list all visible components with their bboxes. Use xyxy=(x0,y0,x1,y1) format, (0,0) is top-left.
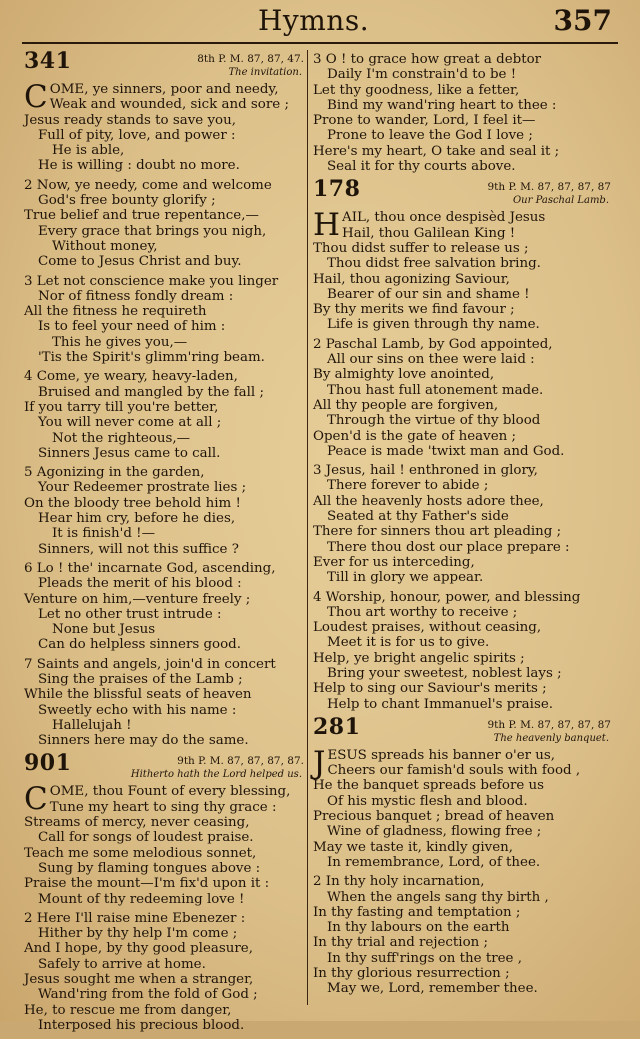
hymn-verse xyxy=(313,744,613,870)
verse-line: Daily I'm constrain'd to be ! xyxy=(327,67,517,83)
verse-line: 4 Come, ye weary, heavy-laden, xyxy=(24,369,238,385)
verse-line: OME, thou Fount of every blessing, xyxy=(49,784,291,800)
verse-line: He the banquet spreads before us xyxy=(313,778,545,794)
verse-line: On the bloody tree behold him ! xyxy=(24,495,241,511)
verse-line: Meet it is for us to give. xyxy=(327,635,490,651)
verse-line: Praise the mount—I'm fix'd upon it : xyxy=(24,876,270,892)
verse-line: Of his mystic flesh and blood. xyxy=(327,793,528,809)
verse-line: Full of pity, love, and power : xyxy=(38,127,236,143)
hymn-meter: 9th P. M. 87, 87, 87, 87 xyxy=(487,718,611,731)
verse-line: May we taste it, kindly given, xyxy=(313,839,514,855)
verse-line: Sweetly echo with his name : xyxy=(38,702,237,718)
verse-line: In thy glorious resurrection ; xyxy=(313,966,510,982)
verse-line: Thou hast full atonement made. xyxy=(327,382,544,398)
verse-line: All the heavenly hosts adore thee, xyxy=(313,493,544,509)
hymn-verse xyxy=(313,874,613,996)
verse-line: Wine of gladness, flowing free ; xyxy=(327,824,542,840)
verse-line: Tune my heart to sing thy grace : xyxy=(49,799,277,815)
verse-line: In thy labours on the earth xyxy=(327,920,510,936)
verse-line: Is to feel your need of him : xyxy=(38,319,226,335)
verse-line: Precious banquet ; bread of heaven xyxy=(313,809,555,825)
verse-line: He is able, xyxy=(52,143,125,159)
hymn-tune-title: Our Paschal Lamb. xyxy=(512,195,609,207)
verse-line: 2 Now, ye needy, come and welcome xyxy=(24,177,272,193)
verse-line: Thou art worthy to receive ; xyxy=(327,604,518,620)
hymn-number: 178 xyxy=(313,176,361,203)
verse-line: Come to Jesus Christ and buy. xyxy=(38,254,242,270)
verse-line: Interposed his precious blood. xyxy=(38,1017,245,1033)
hymn-verse xyxy=(24,911,306,1033)
verse-line: Help to chant Immanuel's praise. xyxy=(327,696,554,712)
hymn-281 xyxy=(313,713,613,997)
verse-line: Teach me some melodious sonnet, xyxy=(24,845,257,861)
verse-line: Through the virtue of thy blood xyxy=(327,413,541,429)
verse-line: God's free bounty glorify ; xyxy=(38,193,216,209)
verse-line: In thy trial and rejection ; xyxy=(313,935,489,951)
drop-cap-letter: H xyxy=(313,207,341,244)
verse-line: Venture on him,—venture freely ; xyxy=(24,591,251,607)
verse-line: 5 Agonizing in the garden, xyxy=(24,465,205,481)
verse-line: Prone to wander, Lord, I feel it— xyxy=(313,113,536,129)
verse-line: There for sinners thou art pleading ; xyxy=(313,524,562,540)
hymn-heading xyxy=(24,48,306,82)
verse-line: Here's my heart, O take and seal it ; xyxy=(313,143,560,159)
verse-line: 3 Jesus, hail ! enthroned in glory, xyxy=(313,463,538,479)
verse-line: Sung by flaming tongues above : xyxy=(38,860,261,876)
verse-line: Bring your sweetest, noblest lays ; xyxy=(327,665,562,681)
verse-line: Thou didst suffer to release us ; xyxy=(313,240,529,256)
verse-line: True belief and true repentance,— xyxy=(24,208,259,224)
right-column xyxy=(313,52,613,1003)
verse-line: 2 Paschal Lamb, by God appointed, xyxy=(313,336,553,352)
verse-line: 2 In thy holy incarnation, xyxy=(313,874,485,890)
hymn-number: 281 xyxy=(313,713,361,740)
verse-line: Mount of thy redeeming love ! xyxy=(38,891,245,907)
verse-line: May we, Lord, remember thee. xyxy=(327,981,538,997)
hymn-number: 901 xyxy=(24,750,72,777)
verse-line: Ever for us interceding, xyxy=(313,554,475,570)
verse-line: ESUS spreads his banner o'er us, xyxy=(327,747,556,763)
hymn-verse xyxy=(24,369,306,461)
verse-line: Pleads the merit of his blood : xyxy=(38,576,242,592)
verse-line: Bruised and mangled by the fall ; xyxy=(38,384,264,400)
hymn-verse xyxy=(24,274,306,366)
hymn-verse xyxy=(24,561,306,653)
verse-line: And I hope, by thy good pleasure, xyxy=(24,941,253,957)
verse-line: 4 Worship, honour, power, and blessing xyxy=(313,589,581,605)
column-divider xyxy=(307,50,308,1005)
verse-line: Without money, xyxy=(52,238,158,254)
verse-line: Safely to arrive at home. xyxy=(38,956,206,972)
verse-line: By thy merits we find favour ; xyxy=(313,302,515,318)
verse-line: Bind my wand'ring heart to thee : xyxy=(327,97,557,113)
verse-line: Let no other trust intrude : xyxy=(38,606,222,622)
verse-line: Jesus ready stands to save you, xyxy=(24,112,236,128)
hymn-meter: 9th P. M. 87, 87, 87, 87 xyxy=(487,181,611,194)
verse-line: By almighty love anointed, xyxy=(313,367,495,383)
verse-line: Let thy goodness, like a fetter, xyxy=(313,82,520,98)
verse-line: You will never come at all ; xyxy=(38,415,222,431)
hymn-341 xyxy=(24,48,306,749)
verse-line: Seal it for thy courts above. xyxy=(327,159,516,175)
verse-line: Loudest praises, without ceasing, xyxy=(313,620,542,636)
verse-line: Sing the praises of the Lamb ; xyxy=(38,671,243,687)
verse-line: Nor of fitness fondly dream : xyxy=(38,288,234,304)
verse-line: Hear him cry, before he dies, xyxy=(38,511,236,527)
verse-line: Prone to leave the God I love ; xyxy=(327,128,533,144)
verse-line: Life is given through thy name. xyxy=(327,317,540,333)
hymn-verse xyxy=(313,590,613,712)
verse-line: Sinners Jesus came to call. xyxy=(38,445,221,461)
verse-line: In remembrance, Lord, of thee. xyxy=(327,854,541,870)
verse-line: Streams of mercy, never ceasing, xyxy=(24,815,250,831)
verse-line: Jesus sought me when a stranger, xyxy=(24,972,254,988)
verse-line: Help, ye bright angelic spirits ; xyxy=(313,650,525,666)
verse-line: 3 O ! to grace how great a debtor xyxy=(313,52,542,67)
verse-line: 2 Here I'll raise mine Ebenezer : xyxy=(24,910,246,926)
verse-line: Hither by thy help I'm come ; xyxy=(38,926,238,942)
verse-line: Seated at thy Father's side xyxy=(327,509,509,525)
verse-line: All our sins on thee were laid : xyxy=(327,352,535,368)
hymn-verse xyxy=(313,207,613,333)
left-column xyxy=(24,48,306,1039)
verse-line: Sinners here may do the same. xyxy=(38,733,249,749)
verse-line: OME, ye sinners, poor and needy, xyxy=(49,82,279,97)
verse-line: Weak and wounded, sick and sore ; xyxy=(49,97,289,113)
page-title: Hymns. xyxy=(258,4,370,37)
hymn-heading xyxy=(313,176,613,210)
hymn-178 xyxy=(313,176,613,712)
hymn-verse xyxy=(24,178,306,270)
verse-line: He, to rescue me from danger, xyxy=(24,1002,232,1018)
verse-line: Hail, thou agonizing Saviour, xyxy=(313,271,510,287)
hymn-901 xyxy=(24,750,306,1033)
verse-line: Your Redeemer prostrate lies ; xyxy=(38,480,247,496)
verse-line: Till in glory we appear. xyxy=(327,570,484,586)
hymn-tune-title: The heavenly banquet. xyxy=(493,732,609,744)
verse-line: He is willing : doubt no more. xyxy=(38,158,240,174)
verse-line: Open'd is the gate of heaven ; xyxy=(313,428,517,444)
drop-cap-letter: C xyxy=(24,781,48,818)
verse-line: 'Tis the Spirit's glimm'ring beam. xyxy=(38,350,265,366)
verse-line: AIL, thou once despisèd Jesus xyxy=(342,210,546,226)
page-header xyxy=(0,0,640,48)
verse-line: While the blissful seats of heaven xyxy=(24,687,252,703)
hymn-verse xyxy=(24,781,306,907)
verse-line: If you tarry till you're better, xyxy=(24,399,219,415)
hymn-heading xyxy=(24,750,306,784)
header-rule xyxy=(22,42,618,44)
verse-line: None but Jesus xyxy=(52,622,156,638)
verse-line: Help to sing our Saviour's merits ; xyxy=(313,681,547,697)
verse-line: Can do helpless sinners good. xyxy=(38,637,241,653)
verse-line: 7 Saints and angels, join'd in concert xyxy=(24,656,276,672)
hymn-meter: 8th P. M. 87, 87, 47. xyxy=(197,53,304,65)
hymn-verse xyxy=(313,463,613,585)
hymn-verse xyxy=(24,465,306,557)
hymn-verse xyxy=(313,337,613,459)
verse-line: Hail, thou Galilean King ! xyxy=(342,225,516,241)
verse-line: In thy suff'rings on the tree , xyxy=(327,950,522,966)
hymn-meter: 9th P. M. 87, 87, 87, 87. xyxy=(177,755,304,768)
verse-line: Cheers our famish'd souls with food , xyxy=(327,763,581,779)
verse-line: There thou dost our place prepare : xyxy=(327,539,570,555)
verse-line: In thy fasting and temptation ; xyxy=(313,904,521,920)
page-number: 357 xyxy=(553,4,612,37)
hymn-verse xyxy=(313,52,613,174)
verse-line: Bearer of our sin and shame ! xyxy=(327,286,530,302)
drop-cap-letter: J xyxy=(313,744,326,781)
verse-line: Wand'ring from the fold of God ; xyxy=(38,987,258,1003)
verse-line: This he gives you,— xyxy=(52,334,188,350)
verse-line: There forever to abide ; xyxy=(327,478,489,494)
hymn-number: 341 xyxy=(24,48,72,74)
verse-line: Peace is made 'twixt man and God. xyxy=(327,443,565,459)
verse-line: Call for songs of loudest praise. xyxy=(38,830,254,846)
hymn-verse xyxy=(24,79,306,174)
verse-line: When the angels sang thy birth , xyxy=(327,889,549,905)
drop-cap-letter: C xyxy=(24,79,48,115)
verse-line: Every grace that brings you nigh, xyxy=(38,223,267,239)
verse-line: Hallelujah ! xyxy=(52,717,132,733)
hymn-tune-title: Hitherto hath the Lord helped us. xyxy=(130,769,302,781)
verse-line: It is finish'd !— xyxy=(52,526,155,542)
verse-line: Thou didst free salvation bring. xyxy=(327,256,541,272)
verse-line: Sinners, will not this suffice ? xyxy=(38,541,239,557)
verse-line: All thy people are forgiven, xyxy=(313,397,499,413)
hymn-continuation xyxy=(313,52,613,174)
verse-line: Not the righteous,— xyxy=(52,430,190,446)
hymn-heading xyxy=(313,713,613,748)
hymn-tune-title: The invitation. xyxy=(228,67,302,78)
verse-line: 6 Lo ! the' incarnate God, ascending, xyxy=(24,560,276,576)
verse-line: All the fitness he requireth xyxy=(24,304,207,320)
verse-line: 3 Let not conscience make you linger xyxy=(24,273,279,289)
hymn-verse xyxy=(24,657,306,749)
